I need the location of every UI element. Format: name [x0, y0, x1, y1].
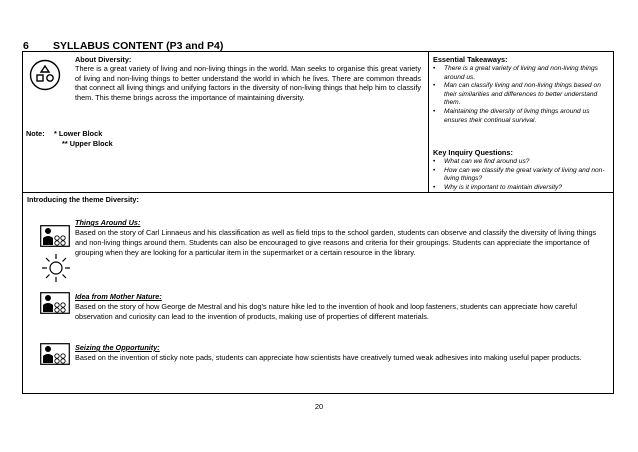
- row-divider: [23, 192, 613, 193]
- list-item: • Maintaining the diversity of living things around us ensures their continual survival.: [433, 108, 609, 125]
- intro-title: Introducing the theme Diversity:: [27, 195, 139, 204]
- inquiry-title: Key Inquiry Questions:: [433, 148, 513, 157]
- list-item: • Why is it important to maintain diversity?: [433, 184, 611, 193]
- note-block: [26, 129, 113, 148]
- section-title: SYLLABUS CONTENT (P3 and P4): [53, 40, 224, 52]
- about-text: There is a great variety of living and non-living things in the world. Man seeks to organise this great variety of living and non-living things to better understand the world in which he lives. There are common threads that connect all living things and unifying factors in the diversity of non-living things that help him to classify them. This theme brings across the importance of maintaining diversity.: [75, 64, 421, 102]
- about-title: About Diversity:: [75, 55, 132, 64]
- syllabus-table: [22, 51, 614, 394]
- takeaways-cell: [429, 52, 615, 192]
- activity-icon: [40, 343, 70, 365]
- topic-text: Based on the invention of sticky note pads, students can appreciate how scientists have creatively turned weak adhesives into making useful paper products.: [75, 353, 582, 362]
- page-number: 20: [314, 402, 324, 411]
- sun-icon: [40, 252, 72, 284]
- diversity-theme-icon: [29, 59, 61, 91]
- topic-title: Idea from Mother Nature:: [75, 292, 162, 301]
- note-label: Note:: [26, 129, 45, 138]
- topic-text: Based on the story of how George de Mestral and his dog's nature hike led to the invention of hook and loop fasteners, students can appreciate how careful observation and curiosity can lead to the invention of products, making use of properties of different materials.: [75, 302, 577, 321]
- topic-seizing-the-opportunity: [75, 343, 605, 363]
- topic-text: Based on the story of Carl Linnaeus and his classification as well as field trips to the school garden, students can observe and classify the diversity of living things and non-living things around them. Students can also be encouraged to give reasons and criteria for their groupings. Students can appreciate the importance of grouping when they are looking for a particular item in the supermarket or a certain resource in the library.: [75, 228, 597, 257]
- takeaways-title: Essential Takeaways:: [433, 55, 508, 64]
- list-item: • How can we classify the great variety of living and non-living things?: [433, 167, 611, 184]
- topic-title: Seizing the Opportunity:: [75, 343, 160, 352]
- topic-things-around-us: [75, 218, 605, 258]
- activity-icon: [40, 292, 70, 314]
- list-item: • Man can classify living and non-living things based on their similarities and differences to better understand them.: [433, 82, 609, 108]
- list-item: • There is a great variety of living and non-living things around us.: [433, 65, 609, 82]
- list-item: • What can we find around us?: [433, 158, 611, 167]
- activity-icon: [40, 225, 70, 247]
- inquiry-list: [433, 158, 611, 192]
- topic-idea-from-mother-nature: [75, 292, 605, 322]
- section-number: 6: [23, 40, 29, 52]
- note-lower: * Lower Block: [54, 129, 103, 138]
- note-upper: ** Upper Block: [62, 138, 113, 148]
- about-cell: [23, 52, 429, 192]
- topic-title: Things Around Us:: [75, 218, 141, 227]
- takeaways-list: [433, 65, 609, 125]
